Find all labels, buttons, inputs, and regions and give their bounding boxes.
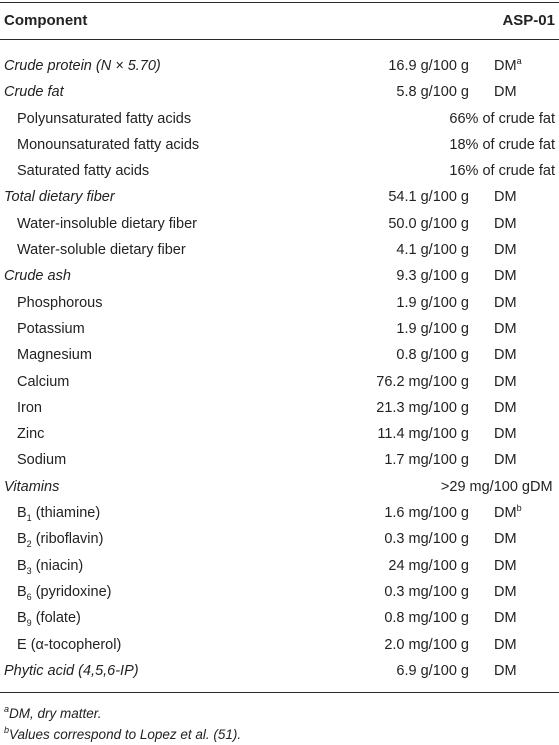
header-component: Component — [4, 12, 88, 29]
row-label: E (α-tocopherol) — [17, 636, 122, 653]
table-body — [0, 54, 559, 685]
table-row — [0, 475, 559, 501]
table-row — [0, 212, 559, 238]
row-unit: DM — [494, 636, 517, 653]
row-unit: DM — [494, 426, 517, 443]
table-row — [0, 317, 559, 343]
row-unit: DM — [494, 84, 517, 101]
row-unit: DM — [494, 373, 517, 390]
row-label: Crude protein (N × 5.70) — [4, 58, 161, 74]
row-label: Magnesium — [17, 347, 92, 364]
table-row — [0, 422, 559, 448]
row-value: 5.8 g/100 g — [396, 84, 469, 101]
row-label: Calcium — [17, 373, 70, 390]
row-label: Vitamins — [4, 478, 60, 495]
row-value: 76.2 mg/100 g — [376, 373, 469, 390]
header-sample: ASP-01 — [502, 12, 555, 29]
row-unit: DM — [494, 242, 517, 259]
row-value: 1.6 mg/100 g — [384, 505, 469, 522]
table-row — [0, 54, 559, 80]
row-value: 18% of crude fat — [449, 136, 555, 153]
row-unit: DM — [494, 189, 517, 206]
row-unit: $DM^a$ — [494, 56, 522, 74]
row-unit: DM — [494, 610, 517, 627]
table-row — [0, 343, 559, 369]
table-row — [0, 554, 559, 580]
row-label: Iron — [17, 399, 42, 416]
row-value: 16% of crude fat — [449, 163, 555, 180]
footnote-mark: a — [516, 56, 522, 66]
row-label: Total dietary fiber — [4, 189, 115, 206]
row-value: 6.9 g/100 g — [396, 662, 469, 679]
table-row — [0, 80, 559, 106]
row-value: 50.0 g/100 g — [388, 215, 469, 232]
row-unit: DM — [494, 347, 517, 364]
footnote-b: $^b$Values correspond to Lopez et al. (51). — [4, 725, 242, 742]
row-value: 0.8 g/100 g — [396, 347, 469, 364]
table-row — [0, 633, 559, 659]
row-value: 1.9 g/100 g — [396, 320, 469, 337]
row-value: 0.8 mg/100 g — [384, 610, 469, 627]
row-label: Saturated fatty acids — [17, 163, 150, 180]
table-row — [0, 527, 559, 553]
row-value: 1.9 g/100 g — [396, 294, 469, 311]
table-bottom-rule — [0, 692, 559, 693]
table-row — [0, 185, 559, 211]
row-unit: DM — [494, 294, 517, 311]
table-row — [0, 133, 559, 159]
header-rule — [0, 39, 559, 40]
row-unit: DM — [494, 320, 517, 337]
table-row — [0, 659, 559, 685]
row-value: 2.0 mg/100 g — [384, 636, 469, 653]
row-unit: DM — [494, 452, 517, 469]
row-value: 16.9 g/100 g — [388, 58, 469, 74]
table-row — [0, 501, 559, 527]
table-row — [0, 448, 559, 474]
row-label: Sodium — [17, 452, 67, 469]
row-value: 21.3 mg/100 g — [376, 399, 469, 416]
row-value: 0.3 mg/100 g — [384, 531, 469, 548]
row-unit: $DM^b$ — [494, 503, 522, 522]
row-unit: DM — [494, 662, 517, 679]
row-unit: DM — [494, 399, 517, 416]
table-row — [0, 370, 559, 396]
table-row — [0, 396, 559, 422]
row-label: $B_2$ (riboflavin) — [17, 531, 104, 550]
row-unit: DM — [530, 478, 553, 495]
row-value: 4.1 g/100 g — [396, 242, 469, 259]
table-row — [0, 580, 559, 606]
row-unit: DM — [494, 268, 517, 285]
row-label: $B_9$ (folate) — [17, 610, 81, 629]
row-value: >29 mg/100 g — [440, 478, 530, 495]
row-value: 1.7 mg/100 g — [384, 452, 469, 469]
row-label: Phosphorous — [17, 294, 103, 311]
row-label: Water-insoluble dietary fiber — [17, 215, 197, 232]
row-value: 11.4 mg/100 g — [377, 426, 469, 443]
row-value: 0.3 mg/100 g — [384, 583, 469, 600]
row-unit: DM — [494, 583, 517, 600]
footnote-a: $^a$DM, dry matter. — [4, 704, 102, 721]
row-value: 54.1 g/100 g — [388, 189, 469, 206]
row-label: $B_6$ (pyridoxine) — [17, 583, 112, 602]
table-header — [0, 3, 559, 39]
row-label: $B_3$ (niacin) — [17, 557, 84, 576]
row-label: Crude fat — [4, 84, 64, 101]
table-row — [0, 264, 559, 290]
row-label: Polyunsaturated fatty acids — [17, 110, 192, 127]
row-value: 66% of crude fat — [449, 110, 555, 127]
table-row — [0, 159, 559, 185]
row-value: 24 mg/100 g — [388, 557, 469, 574]
row-value: 9.3 g/100 g — [396, 268, 469, 285]
row-unit: DM — [494, 531, 517, 548]
row-label: Zinc — [17, 426, 45, 443]
row-label: $B_1$ (thiamine) — [17, 505, 101, 524]
footnote-mark: b — [516, 503, 522, 514]
table-row — [0, 606, 559, 632]
row-label: Monounsaturated fatty acids — [17, 136, 200, 153]
row-label: Water-soluble dietary fiber — [17, 242, 186, 259]
row-label: Potassium — [17, 320, 85, 337]
row-unit: DM — [494, 215, 517, 232]
row-label: Crude ash — [4, 268, 71, 285]
table-row — [0, 291, 559, 317]
table-row — [0, 107, 559, 133]
row-unit: DM — [494, 557, 517, 574]
row-label: Phytic acid (4,5,6-IP) — [4, 662, 139, 679]
table-row — [0, 238, 559, 264]
